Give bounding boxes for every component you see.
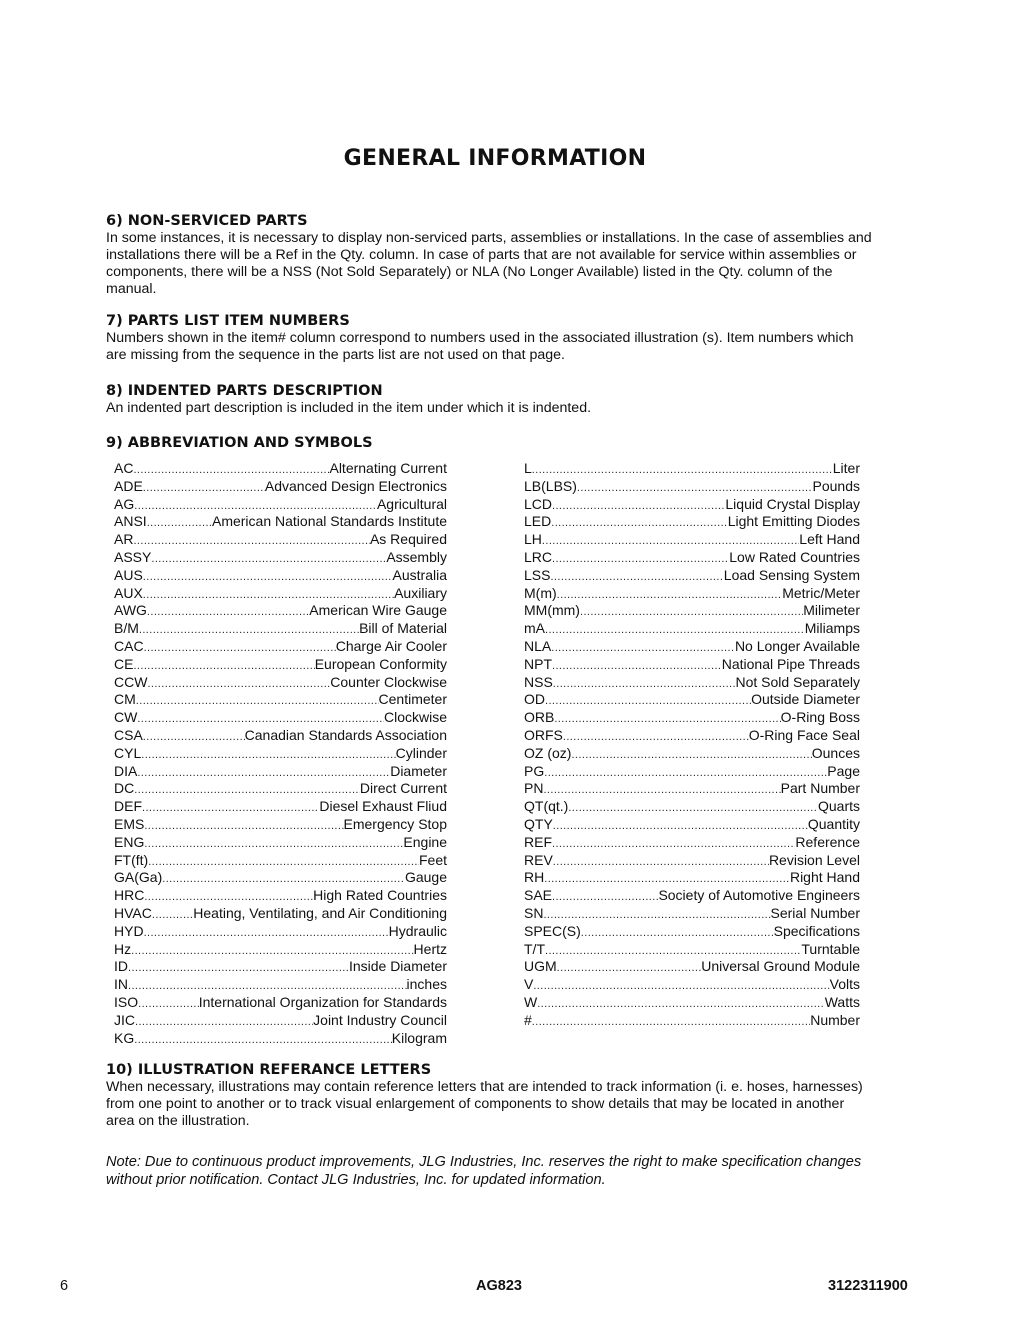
abbreviation-meaning: Cylinder bbox=[395, 744, 447, 761]
abbreviation-row bbox=[524, 976, 860, 994]
abbreviation-row bbox=[524, 691, 860, 709]
abbreviation-code: RH bbox=[524, 869, 545, 886]
dot-leader bbox=[147, 674, 330, 692]
abbreviation-code: EMS bbox=[114, 815, 145, 832]
abbreviation-row bbox=[524, 709, 860, 727]
abbreviation-code: DIA bbox=[114, 762, 138, 779]
abbreviation-meaning: Counter Clockwise bbox=[330, 673, 447, 690]
dot-leader bbox=[553, 852, 769, 870]
abbreviation-meaning: Outside Diameter bbox=[751, 691, 860, 708]
abbreviation-row bbox=[114, 709, 447, 727]
dot-leader bbox=[133, 460, 329, 478]
section-body: In some instances, it is necessary to display non-serviced parts, assemblies or installations. In the case of assemblies and installations there will be a Ref in the Qty. column. In case of parts that are not available for service within assemblies or components, there will be a NSS (Not Sold Separately) or NLA (No Longer Available) listed in the Qty. column of the manual. bbox=[106, 230, 872, 297]
abbreviation-row bbox=[114, 656, 447, 674]
dot-leader bbox=[553, 816, 808, 834]
abbreviation-meaning: Metric/Meter bbox=[782, 584, 860, 601]
abbreviation-row bbox=[114, 816, 447, 834]
abbreviation-code: UGM bbox=[524, 958, 557, 975]
abbreviation-meaning: Serial Number bbox=[770, 904, 860, 921]
abbreviation-row bbox=[114, 923, 447, 941]
abbreviation-code: GA(Ga) bbox=[114, 869, 163, 886]
abbreviation-meaning: Australia bbox=[392, 566, 447, 583]
section-heading: 8) INDENTED PARTS DESCRIPTION bbox=[106, 383, 383, 399]
abbreviation-row bbox=[114, 745, 447, 763]
dot-leader bbox=[135, 1012, 313, 1030]
abbreviation-meaning: Alternating Current bbox=[329, 460, 447, 476]
dot-leader bbox=[545, 941, 801, 959]
dot-leader bbox=[580, 602, 803, 620]
abbreviation-meaning: O-Ring Face Seal bbox=[748, 726, 860, 743]
dot-leader bbox=[148, 852, 419, 870]
abbreviation-meaning: Reference bbox=[795, 833, 860, 850]
dot-leader bbox=[563, 727, 749, 745]
abbreviation-row bbox=[524, 674, 860, 692]
abbreviation-code: Hz bbox=[114, 940, 132, 957]
abbreviation-meaning: Centimeter bbox=[378, 691, 447, 708]
abbreviation-meaning: Diameter bbox=[390, 762, 447, 779]
abbreviation-list-left bbox=[114, 460, 447, 1047]
abbreviation-code: LH bbox=[524, 531, 542, 548]
abbreviation-code: V bbox=[524, 976, 534, 993]
abbreviation-row bbox=[114, 976, 447, 994]
abbreviation-code: CW bbox=[114, 709, 138, 726]
dot-leader bbox=[552, 496, 725, 514]
section-heading: 6) NON-SERVICED PARTS bbox=[106, 213, 308, 229]
section-heading: 7) PARTS LIST ITEM NUMBERS bbox=[106, 313, 350, 329]
abbreviation-row bbox=[524, 923, 860, 941]
abbreviation-row bbox=[114, 496, 447, 514]
abbreviation-code: AC bbox=[114, 460, 134, 476]
section-heading: 9) ABBREVIATION AND SYMBOLS bbox=[106, 435, 373, 451]
abbreviation-meaning: National Pipe Threads bbox=[721, 655, 860, 672]
abbreviation-meaning: O-Ring Boss bbox=[780, 709, 860, 726]
abbreviation-row bbox=[524, 496, 860, 514]
abbreviation-meaning: Quarts bbox=[817, 798, 860, 815]
abbreviation-row bbox=[524, 834, 860, 852]
abbreviation-code: CSA bbox=[114, 726, 143, 743]
dot-leader bbox=[551, 513, 727, 531]
dot-leader bbox=[551, 638, 735, 656]
abbreviation-row bbox=[524, 887, 860, 905]
abbreviation-row bbox=[114, 834, 447, 852]
dot-leader bbox=[552, 887, 658, 905]
abbreviation-code: LED bbox=[524, 513, 552, 530]
abbreviation-meaning: Canadian Standards Association bbox=[244, 726, 447, 743]
abbreviation-row bbox=[114, 513, 447, 531]
dot-leader bbox=[552, 656, 722, 674]
abbreviation-code: QT(qt.) bbox=[524, 798, 569, 815]
dot-leader bbox=[533, 976, 829, 994]
abbreviation-code: AR bbox=[114, 531, 134, 548]
abbreviation-meaning: Hydraulic bbox=[388, 922, 447, 939]
abbreviation-row bbox=[524, 478, 860, 496]
dot-leader bbox=[545, 620, 805, 638]
abbreviation-meaning: Engine bbox=[403, 833, 447, 850]
abbreviation-row bbox=[114, 620, 447, 638]
dot-leader bbox=[151, 549, 386, 567]
dot-leader bbox=[131, 941, 413, 959]
abbreviation-code: IN bbox=[114, 976, 128, 993]
abbreviation-row bbox=[524, 852, 860, 870]
abbreviation-code: LRC bbox=[524, 548, 553, 565]
dot-leader bbox=[128, 976, 407, 994]
dot-leader bbox=[128, 958, 349, 976]
section-body: When necessary, illustrations may contain reference letters that are intended to track information (i. e. hoses, harnesses) from one point to another or to track visual enlargement of components to show details that may be located in another area on the illustration. bbox=[106, 1079, 863, 1129]
abbreviation-code: LB(LBS) bbox=[524, 477, 577, 494]
abbreviation-code: ENG bbox=[114, 833, 145, 850]
abbreviation-meaning: Part Number bbox=[780, 780, 860, 797]
dot-leader bbox=[557, 958, 702, 976]
abbreviation-code: ANSI bbox=[114, 513, 147, 530]
dot-leader bbox=[144, 887, 313, 905]
dot-leader bbox=[542, 531, 799, 549]
dot-leader bbox=[537, 994, 825, 1012]
abbreviation-code: HYD bbox=[114, 922, 144, 939]
section-abbreviation-and-symbols bbox=[106, 434, 874, 452]
abbreviation-code: QTY bbox=[524, 815, 553, 832]
abbreviation-code: HVAC bbox=[114, 904, 152, 921]
abbreviation-meaning: International Organization for Standards bbox=[198, 993, 447, 1010]
abbreviation-row bbox=[524, 763, 860, 781]
abbreviation-meaning: American Wire Gauge bbox=[309, 602, 447, 619]
abbreviation-row bbox=[524, 780, 860, 798]
abbreviation-code: ID bbox=[114, 958, 128, 975]
abbreviation-code: REF bbox=[524, 833, 552, 850]
abbreviation-code: # bbox=[524, 1011, 532, 1028]
abbreviation-code: SPEC(S) bbox=[524, 922, 581, 939]
abbreviation-meaning: Feet bbox=[418, 851, 447, 868]
abbreviation-row bbox=[524, 994, 860, 1012]
abbreviation-code: CE bbox=[114, 655, 134, 672]
abbreviation-meaning: Joint Industry Council bbox=[313, 1011, 447, 1028]
dot-leader bbox=[143, 478, 265, 496]
abbreviation-meaning: No Longer Available bbox=[734, 637, 860, 654]
abbreviation-row bbox=[114, 887, 447, 905]
abbreviation-row bbox=[114, 780, 447, 798]
dot-leader bbox=[577, 478, 813, 496]
abbreviation-meaning: High Rated Countries bbox=[313, 887, 447, 904]
dot-leader bbox=[571, 745, 811, 763]
abbreviation-code: B/M bbox=[114, 620, 139, 637]
abbreviation-code: AUS bbox=[114, 566, 143, 583]
dot-leader bbox=[134, 1030, 392, 1048]
abbreviation-row bbox=[114, 531, 447, 549]
abbreviation-meaning: inches bbox=[406, 976, 447, 993]
dot-leader bbox=[137, 709, 384, 727]
abbreviation-row bbox=[524, 567, 860, 585]
abbreviation-meaning: Bill of Material bbox=[359, 620, 447, 637]
abbreviation-code: ORFS bbox=[524, 726, 563, 743]
abbreviation-row bbox=[524, 869, 860, 887]
specification-note: Note: Due to continuous product improvements, JLG Industries, Inc. reserves the right to make specification changes without prior notification. Contact JLG Industries, Inc. for updated information. bbox=[106, 1154, 862, 1188]
dot-leader bbox=[532, 1012, 810, 1030]
abbreviation-row bbox=[524, 585, 860, 603]
dot-leader bbox=[143, 567, 393, 585]
dot-leader bbox=[147, 602, 309, 620]
footer-page-number: 6 bbox=[60, 1278, 69, 1294]
abbreviation-meaning: Charge Air Cooler bbox=[335, 637, 447, 654]
dot-leader bbox=[138, 994, 199, 1012]
abbreviation-meaning: Left Hand bbox=[799, 531, 860, 548]
abbreviation-row bbox=[114, 460, 447, 478]
abbreviation-meaning: Right Hand bbox=[789, 869, 860, 886]
dot-leader bbox=[144, 816, 343, 834]
section-illustration-reference-letters bbox=[106, 1061, 874, 1130]
dot-leader bbox=[552, 834, 795, 852]
abbreviation-row bbox=[114, 941, 447, 959]
abbreviation-code: MM(mm) bbox=[524, 602, 580, 619]
abbreviation-meaning: Diesel Exhaust Fliud bbox=[319, 798, 447, 815]
abbreviation-meaning: Advanced Design Electronics bbox=[264, 477, 447, 494]
abbreviation-code: OD bbox=[524, 691, 545, 708]
abbreviation-row bbox=[524, 905, 860, 923]
abbreviation-meaning: Volts bbox=[829, 976, 860, 993]
abbreviation-meaning: American National Standards Institute bbox=[211, 513, 447, 530]
abbreviation-row bbox=[524, 549, 860, 567]
abbreviation-code: ORB bbox=[524, 709, 555, 726]
dot-leader bbox=[133, 531, 370, 549]
abbreviation-row bbox=[524, 1012, 860, 1030]
abbreviation-meaning: Emergency Stop bbox=[343, 815, 447, 832]
dot-leader bbox=[544, 869, 790, 887]
page-title: GENERAL INFORMATION bbox=[343, 146, 647, 171]
abbreviation-row bbox=[114, 638, 447, 656]
abbreviation-row bbox=[114, 585, 447, 603]
abbreviation-code: PN bbox=[524, 780, 544, 797]
dot-leader bbox=[144, 834, 403, 852]
abbreviation-row bbox=[114, 994, 447, 1012]
abbreviation-row bbox=[114, 763, 447, 781]
abbreviation-row bbox=[114, 905, 447, 923]
abbreviation-meaning: Hertz bbox=[413, 940, 447, 957]
abbreviation-code: mA bbox=[524, 620, 545, 637]
dot-leader bbox=[144, 923, 389, 941]
abbreviation-code: ADE bbox=[114, 477, 143, 494]
abbreviation-code: DEF bbox=[114, 798, 142, 815]
footer-model: AG823 bbox=[476, 1278, 522, 1294]
dot-leader bbox=[144, 638, 336, 656]
dot-leader bbox=[134, 780, 360, 798]
abbreviation-row bbox=[114, 602, 447, 620]
dot-leader bbox=[137, 763, 390, 781]
dot-leader bbox=[550, 567, 723, 585]
abbreviation-row bbox=[524, 602, 860, 620]
section-body: Numbers shown in the item# column correspond to numbers used in the associated illustration (s). Item numbers which are missing from the sequence in the parts list are not used on that page. bbox=[106, 330, 854, 363]
abbreviation-meaning: Light Emitting Diodes bbox=[727, 513, 860, 530]
abbreviation-code: AG bbox=[114, 495, 135, 512]
dot-leader bbox=[557, 585, 783, 603]
dot-leader bbox=[543, 905, 770, 923]
abbreviation-meaning: Pounds bbox=[812, 477, 860, 494]
abbreviation-code: CAC bbox=[114, 637, 144, 654]
abbreviation-code: AUX bbox=[114, 584, 143, 601]
abbreviation-code: FT(ft) bbox=[114, 851, 149, 868]
abbreviation-code: LSS bbox=[524, 566, 551, 583]
dot-leader bbox=[152, 905, 193, 923]
dot-leader bbox=[141, 745, 395, 763]
abbreviation-meaning: Universal Ground Module bbox=[701, 958, 860, 975]
abbreviation-row bbox=[524, 816, 860, 834]
abbreviation-meaning: Inside Diameter bbox=[348, 958, 447, 975]
abbreviation-list-right bbox=[524, 460, 860, 1030]
abbreviation-row bbox=[114, 869, 447, 887]
abbreviation-code: LCD bbox=[524, 495, 553, 512]
abbreviation-meaning: Heating, Ventilating, and Air Conditioning bbox=[193, 904, 447, 921]
abbreviation-row bbox=[524, 460, 860, 478]
abbreviation-row bbox=[524, 727, 860, 745]
abbreviation-row bbox=[114, 798, 447, 816]
section-non-serviced-parts bbox=[106, 212, 874, 298]
dot-leader bbox=[554, 709, 780, 727]
abbreviation-row bbox=[524, 798, 860, 816]
abbreviation-row bbox=[524, 745, 860, 763]
abbreviation-code: SN bbox=[524, 904, 544, 921]
dot-leader bbox=[142, 798, 319, 816]
abbreviation-meaning: Ounces bbox=[811, 744, 860, 761]
abbreviation-row bbox=[114, 852, 447, 870]
abbreviation-meaning: Gauge bbox=[404, 869, 447, 886]
abbreviation-code: NLA bbox=[524, 637, 552, 654]
dot-leader bbox=[143, 727, 245, 745]
abbreviation-meaning: Milimeter bbox=[803, 602, 860, 619]
abbreviation-meaning: Auxiliary bbox=[394, 584, 447, 601]
abbreviation-code: T/T bbox=[524, 940, 545, 957]
dot-leader bbox=[143, 585, 394, 603]
abbreviation-row bbox=[114, 727, 447, 745]
section-parts-list-item-numbers bbox=[106, 312, 874, 364]
abbreviation-code: W bbox=[524, 993, 538, 1010]
section-heading: 10) ILLUSTRATION REFERANCE LETTERS bbox=[106, 1062, 432, 1078]
abbreviation-meaning: Clockwise bbox=[383, 709, 447, 726]
abbreviation-code: KG bbox=[114, 1029, 135, 1046]
abbreviation-code: CCW bbox=[114, 673, 148, 690]
abbreviation-row bbox=[524, 620, 860, 638]
abbreviation-code: AWG bbox=[114, 602, 147, 619]
abbreviation-meaning: Load Sensing System bbox=[723, 566, 860, 583]
abbreviation-code: ISO bbox=[114, 993, 139, 1010]
abbreviation-code: NSS bbox=[524, 673, 553, 690]
dot-leader bbox=[134, 496, 377, 514]
dot-leader bbox=[544, 763, 827, 781]
dot-leader bbox=[568, 798, 818, 816]
dot-leader bbox=[545, 691, 751, 709]
abbreviation-row bbox=[524, 513, 860, 531]
dot-leader bbox=[136, 691, 379, 709]
abbreviation-meaning: As Required bbox=[369, 531, 447, 548]
dot-leader bbox=[552, 549, 729, 567]
dot-leader bbox=[139, 620, 359, 638]
abbreviation-meaning: Revision Level bbox=[768, 851, 860, 868]
abbreviation-meaning: Agricultural bbox=[376, 495, 447, 512]
abbreviation-row bbox=[114, 958, 447, 976]
abbreviation-row bbox=[114, 567, 447, 585]
abbreviation-meaning: Low Rated Countries bbox=[729, 548, 860, 565]
abbreviation-row bbox=[114, 1012, 447, 1030]
abbreviation-row bbox=[524, 941, 860, 959]
abbreviation-meaning: Quantity bbox=[807, 815, 860, 832]
abbreviation-row bbox=[114, 478, 447, 496]
abbreviation-meaning: Miliamps bbox=[804, 620, 860, 637]
abbreviation-code: REV bbox=[524, 851, 553, 868]
section-indented-parts-description bbox=[106, 382, 874, 417]
abbreviation-meaning: Specifications bbox=[773, 922, 860, 939]
section-body: An indented part description is included in the item under which it is indented. bbox=[106, 400, 592, 416]
dot-leader bbox=[581, 923, 774, 941]
abbreviation-code: DC bbox=[114, 780, 135, 797]
abbreviation-meaning: Not Sold Separately bbox=[735, 673, 860, 690]
abbreviation-meaning: Liter bbox=[832, 460, 860, 476]
abbreviation-code: CYL bbox=[114, 744, 142, 761]
abbreviation-code: M(m) bbox=[524, 584, 557, 601]
abbreviation-meaning: Assembly bbox=[386, 548, 447, 565]
abbreviation-meaning: Watts bbox=[824, 993, 860, 1010]
dot-leader bbox=[147, 513, 212, 531]
abbreviation-meaning: Liquid Crystal Display bbox=[725, 495, 860, 512]
abbreviation-row bbox=[114, 549, 447, 567]
dot-leader bbox=[162, 869, 405, 887]
abbreviation-meaning: Kilogram bbox=[391, 1029, 447, 1046]
abbreviation-code: OZ (oz) bbox=[524, 744, 572, 761]
abbreviation-code: L bbox=[524, 460, 532, 476]
abbreviation-row bbox=[524, 656, 860, 674]
abbreviation-row bbox=[114, 1030, 447, 1048]
abbreviation-code: PG bbox=[524, 762, 545, 779]
abbreviation-meaning: Society of Automotive Engineers bbox=[658, 887, 860, 904]
abbreviation-row bbox=[524, 958, 860, 976]
dot-leader bbox=[532, 460, 833, 478]
abbreviation-code: JIC bbox=[114, 1011, 135, 1028]
abbreviation-code: SAE bbox=[524, 887, 553, 904]
abbreviation-code: ASSY bbox=[114, 548, 152, 565]
footer-doc-number: 3122311900 bbox=[828, 1278, 908, 1294]
abbreviation-row bbox=[524, 638, 860, 656]
abbreviation-meaning: Number bbox=[810, 1011, 860, 1028]
dot-leader bbox=[543, 780, 780, 798]
abbreviation-meaning: European Conformity bbox=[314, 655, 447, 672]
abbreviation-row bbox=[114, 674, 447, 692]
abbreviation-meaning: Direct Current bbox=[359, 780, 447, 797]
dot-leader bbox=[553, 674, 736, 692]
abbreviation-code: NPT bbox=[524, 655, 552, 672]
abbreviation-code: HRC bbox=[114, 887, 145, 904]
abbreviation-row bbox=[524, 531, 860, 549]
abbreviation-code: CM bbox=[114, 691, 136, 708]
abbreviation-meaning: Turntable bbox=[801, 940, 860, 957]
abbreviation-row bbox=[114, 691, 447, 709]
dot-leader bbox=[133, 656, 314, 674]
abbreviation-meaning: Page bbox=[827, 762, 860, 779]
